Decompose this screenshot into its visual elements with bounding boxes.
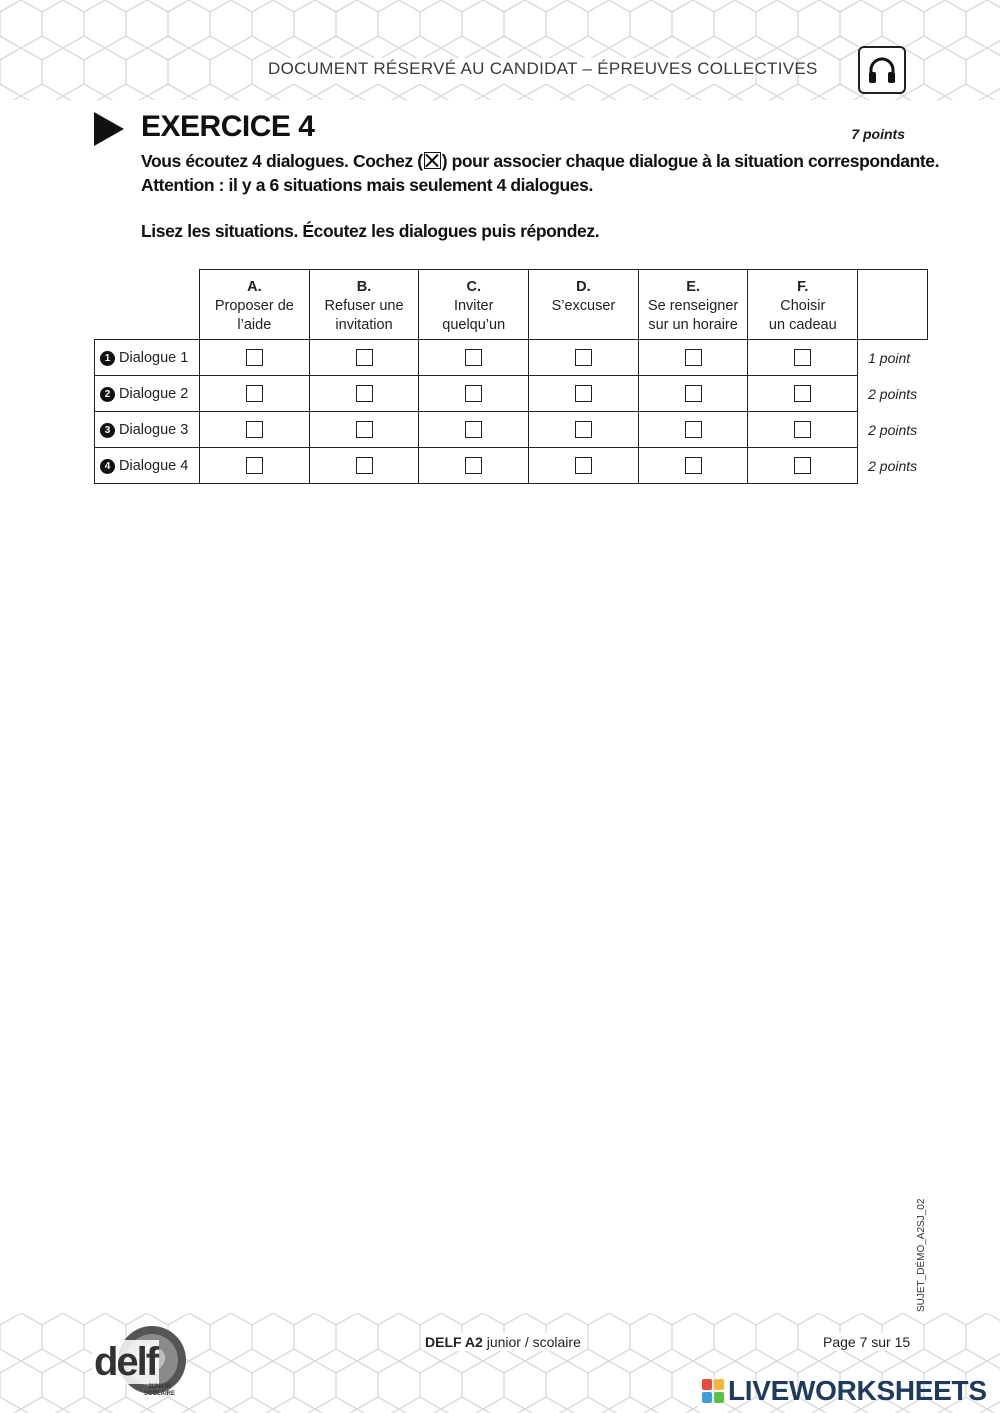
checkbox-d1-e[interactable] xyxy=(685,349,702,366)
column-b xyxy=(309,270,419,340)
points-column-head xyxy=(858,270,928,340)
delf-wordmark: delf xyxy=(94,1340,158,1384)
dialogue-row-4 xyxy=(95,448,928,484)
dialogue-row-3 xyxy=(95,412,928,448)
answer-cell xyxy=(419,412,529,448)
checkbox-d4-e[interactable] xyxy=(685,457,702,474)
answer-cell xyxy=(748,448,858,484)
exam-variant: junior / scolaire xyxy=(486,1334,581,1350)
checkbox-d1-c[interactable] xyxy=(465,349,482,366)
answer-cell xyxy=(748,412,858,448)
delf-logo xyxy=(92,1320,188,1402)
answer-cell xyxy=(419,376,529,412)
row-label xyxy=(95,376,200,412)
dialogue-label: Dialogue 2 xyxy=(119,385,189,402)
checkbox-d2-e[interactable] xyxy=(685,385,702,402)
dialogue-label: Dialogue 3 xyxy=(119,421,189,438)
column-letter: B. xyxy=(356,279,372,295)
hex-pattern-top xyxy=(0,0,1000,100)
answer-cell xyxy=(529,376,639,412)
column-letter: A. xyxy=(247,279,262,295)
answer-cell xyxy=(200,448,310,484)
column-letter: E. xyxy=(686,279,700,295)
instruction-line-1 xyxy=(141,151,939,172)
delf-sub-junior: JUNIOR xyxy=(148,1384,171,1390)
row-label xyxy=(95,340,200,376)
checkbox-d4-a[interactable] xyxy=(246,457,263,474)
answer-cell xyxy=(309,448,419,484)
answer-cell xyxy=(748,376,858,412)
answer-cell xyxy=(638,340,748,376)
instruction-line-1-after: ) pour associer chaque dialogue à la situation correspondante. xyxy=(441,151,940,171)
column-c xyxy=(419,270,529,340)
row-label xyxy=(95,412,200,448)
liveworksheets-wordmark: LIVEWORKSHEETS xyxy=(728,1375,987,1406)
column-label-line1: Inviter xyxy=(453,298,494,314)
checkbox-d4-b[interactable] xyxy=(356,457,373,474)
number-bullet: 3 xyxy=(100,423,115,438)
checkbox-d3-a[interactable] xyxy=(246,421,263,438)
row-points: 2 points xyxy=(868,457,918,474)
column-label-line1: Se renseigner xyxy=(647,298,739,314)
column-letter: F. xyxy=(797,279,809,295)
answer-cell xyxy=(638,448,748,484)
answer-cell xyxy=(529,412,639,448)
checkbox-d2-f[interactable] xyxy=(794,385,811,402)
checkbox-d4-f[interactable] xyxy=(794,457,811,474)
answer-cell xyxy=(529,448,639,484)
headphones-icon xyxy=(858,46,906,94)
answer-cell xyxy=(419,340,529,376)
page-number: Page 7 sur 15 xyxy=(820,1333,913,1351)
row-points: 2 points xyxy=(868,385,918,402)
instruction-line-1-before: Vous écoutez 4 dialogues. Cochez ( xyxy=(141,151,423,171)
number-bullet: 2 xyxy=(100,387,115,402)
answer-grid-header-row xyxy=(95,270,928,340)
answer-cell xyxy=(419,448,529,484)
column-label-line2: l’aide xyxy=(237,317,272,333)
checkbox-d2-c[interactable] xyxy=(465,385,482,402)
delf-sub-scolaire: SCOLAIRE xyxy=(144,1391,176,1397)
column-label-line1: Proposer de xyxy=(214,298,294,314)
column-e xyxy=(638,270,748,340)
column-a xyxy=(200,270,310,340)
checkbox-d1-f[interactable] xyxy=(794,349,811,366)
delf-subtitle xyxy=(144,1384,175,1398)
checkbox-d3-c[interactable] xyxy=(465,421,482,438)
checkbox-d3-b[interactable] xyxy=(356,421,373,438)
dialogue-row-1 xyxy=(95,340,928,376)
document-code: SUJET_DÉMO_A2SJ_02 xyxy=(916,1198,927,1312)
dialogue-label: Dialogue 4 xyxy=(119,457,189,474)
checkbox-d1-b[interactable] xyxy=(356,349,373,366)
checked-box-icon xyxy=(424,152,441,169)
column-label-line2: sur un horaire xyxy=(648,317,738,333)
column-letter: D. xyxy=(576,279,591,295)
answer-cell xyxy=(748,340,858,376)
number-bullet: 4 xyxy=(100,459,115,474)
answer-cell xyxy=(638,412,748,448)
answer-grid xyxy=(94,269,928,484)
checkbox-d3-f[interactable] xyxy=(794,421,811,438)
column-d xyxy=(529,270,639,340)
answer-cell xyxy=(200,376,310,412)
column-label-line1: Choisir xyxy=(780,298,826,314)
grid-corner xyxy=(95,270,200,340)
footer-exam xyxy=(422,1333,584,1351)
checkbox-d1-a[interactable] xyxy=(246,349,263,366)
play-triangle-icon xyxy=(94,112,124,146)
column-f xyxy=(748,270,858,340)
dialogue-row-2 xyxy=(95,376,928,412)
answer-cell xyxy=(638,376,748,412)
row-label xyxy=(95,448,200,484)
instruction-line-3: Lisez les situations. Écoutez les dialogues puis répondez. xyxy=(141,221,600,241)
answer-cell xyxy=(309,412,419,448)
exam-name: DELF A2 xyxy=(425,1334,483,1350)
checkbox-d2-d[interactable] xyxy=(575,385,592,402)
checkbox-d4-d[interactable] xyxy=(575,457,592,474)
number-bullet: 1 xyxy=(100,351,115,366)
column-label-line2: invitation xyxy=(335,317,393,333)
dialogue-label: Dialogue 1 xyxy=(119,349,189,366)
checkbox-d2-b[interactable] xyxy=(356,385,373,402)
checkbox-d3-e[interactable] xyxy=(685,421,702,438)
answer-cell xyxy=(529,340,639,376)
checkbox-d4-c[interactable] xyxy=(465,457,482,474)
row-points: 2 points xyxy=(868,421,918,438)
answer-cell xyxy=(200,340,310,376)
column-label-line2: un cadeau xyxy=(768,317,837,333)
checkbox-d1-d[interactable] xyxy=(575,349,592,366)
answer-cell xyxy=(309,376,419,412)
column-label-line1: Refuser une xyxy=(324,298,404,314)
liveworksheets-brand xyxy=(698,1374,987,1408)
checkbox-d2-a[interactable] xyxy=(246,385,263,402)
column-label-line2: quelqu’un xyxy=(442,317,506,333)
total-points: 7 points xyxy=(851,126,905,142)
instruction-line-2: Attention : il y a 6 situations mais seulement 4 dialogues. xyxy=(141,175,593,195)
answer-cell xyxy=(200,412,310,448)
row-points: 1 point xyxy=(868,349,911,366)
exercise-title: EXERCICE 4 xyxy=(141,110,315,143)
column-letter: C. xyxy=(466,279,481,295)
liveworksheets-logo-icon xyxy=(702,1379,724,1403)
document-notice: DOCUMENT RÉSERVÉ AU CANDIDAT – ÉPREUVES COLLECTIVES xyxy=(264,58,744,84)
column-label-line1: S’excuser xyxy=(551,298,616,314)
checkbox-d3-d[interactable] xyxy=(575,421,592,438)
answer-cell xyxy=(309,340,419,376)
